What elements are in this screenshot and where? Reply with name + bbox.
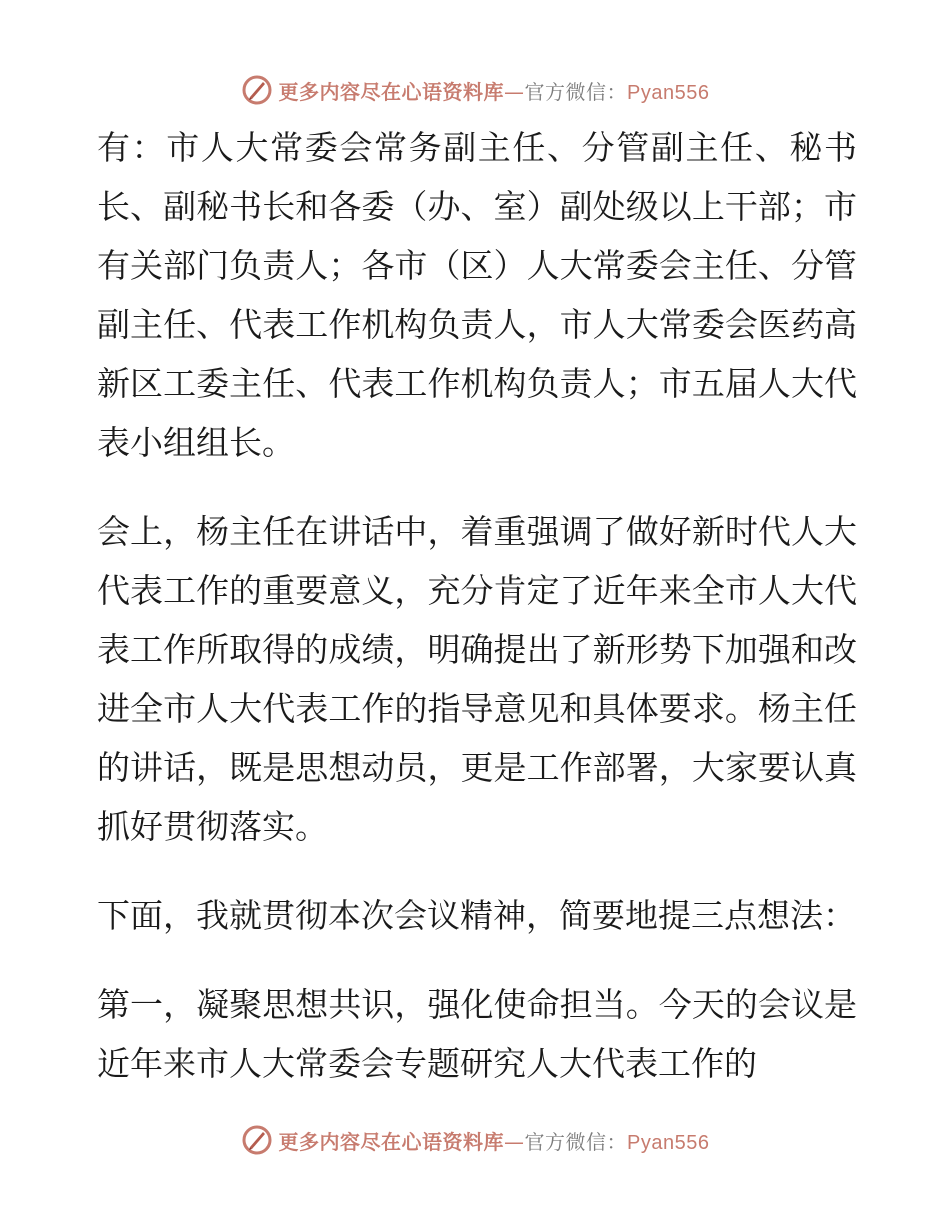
paragraph-1: 有：市人大常委会常务副主任、分管副主任、秘书长、副秘书长和各委（办、室）副处级以上干部；市有关部门负责人；各市（区）人大常委会主任、分管副主任、代表工作机构负责人，市人大常委会医药高新区工委主任、代表工作机构负责人；市五届人大代表小组组长。 — [97, 128, 857, 462]
header-watermark — [0, 70, 950, 110]
watermark-main-text: 更多内容尽在心语资料库 — [278, 1129, 505, 1154]
watermark-separator: — — [504, 1129, 525, 1154]
paragraph-2: 会上，杨主任在讲话中，着重强调了做好新时代人大代表工作的重要意义，充分肯定了近年来全市人大代表工作所取得的成绩，明确提出了新形势下加强和改进全市人大代表工作的指导意见和具体要求。杨主任的讲话，既是思想动员，更是工作部署，大家要认真抓好贯彻落实。 — [97, 512, 857, 846]
watermark-wechat-label: 官方微信： — [524, 79, 628, 104]
quill-circle-icon — [241, 74, 273, 106]
watermark-wechat-id: Pyan556 — [627, 81, 710, 104]
document-body — [97, 118, 857, 1093]
watermark-separator: — — [504, 79, 525, 104]
paragraph-3: 下面，我就贯彻本次会议精神，简要地提三点想法： — [97, 896, 856, 935]
watermark-wechat-id: Pyan556 — [627, 1131, 710, 1154]
quill-circle-icon — [241, 1124, 273, 1156]
footer-watermark — [0, 1120, 950, 1160]
paragraph-4: 第一，凝聚思想共识，强化使命担当。今天的会议是近年来市人大常委会专题研究人大代表工作的 — [97, 985, 857, 1083]
watermark-main-text: 更多内容尽在心语资料库 — [278, 79, 505, 104]
watermark-wechat-label: 官方微信： — [524, 1129, 628, 1154]
